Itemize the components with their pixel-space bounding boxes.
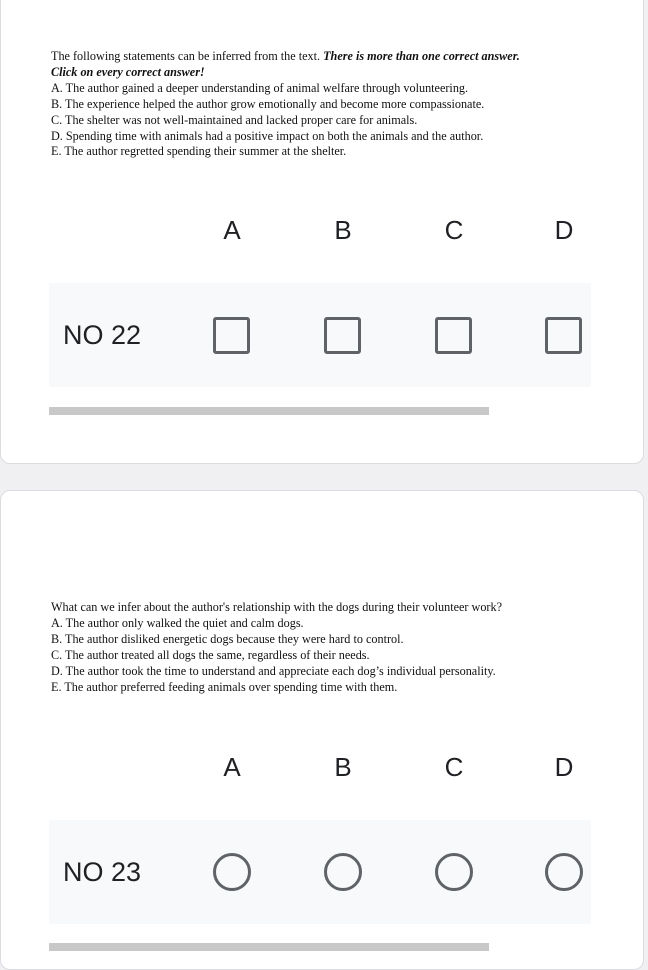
- column-header-b: B: [334, 752, 352, 782]
- grid-row-no23: [49, 820, 591, 924]
- column-header-d: D: [554, 752, 574, 782]
- question-lead-bold: Click on every correct answer!: [51, 64, 205, 79]
- option-c-text: C. The shelter was not well-maintained and lacked proper care for animals.: [51, 112, 418, 127]
- option-b-text: B. The experience helped the author grow emotionally and become more compassionate.: [51, 96, 485, 111]
- checkbox-d[interactable]: [545, 317, 582, 354]
- row-label: NO 22: [63, 320, 142, 350]
- grid-column-headers: [49, 215, 591, 245]
- option-d-text: D. Spending time with animals had a positive impact on both the animals and the author.: [51, 128, 484, 143]
- option-b-text: B. The author disliked energetic dogs because they were hard to control.: [51, 631, 404, 646]
- radio-a[interactable]: [213, 853, 251, 891]
- column-header-a: A: [223, 752, 241, 782]
- horizontal-scrollbar[interactable]: [49, 407, 489, 415]
- checkbox-c[interactable]: [435, 317, 472, 354]
- checkbox-a[interactable]: [213, 317, 250, 354]
- column-header-d: D: [554, 215, 574, 245]
- option-c-text: C. The author treated all dogs the same, regardless of their needs.: [51, 647, 370, 662]
- column-header-c: C: [444, 215, 464, 245]
- grid-column-headers: [49, 752, 591, 782]
- question-card-23: [0, 490, 644, 970]
- radio-c[interactable]: [435, 853, 473, 891]
- option-e-text: E. The author preferred feeding animals over spending time with them.: [51, 679, 398, 694]
- column-header-b: B: [334, 215, 352, 245]
- option-d-text: D. The author took the time to understand and appreciate each dog’s individual personality.: [51, 663, 496, 678]
- option-a-text: A. The author gained a deeper understanding of animal welfare through volunteering.: [51, 80, 469, 95]
- question-card-22: [0, 0, 644, 464]
- column-header-c: C: [444, 752, 464, 782]
- checkbox-b[interactable]: [324, 317, 361, 354]
- column-header-a: A: [223, 215, 241, 245]
- radio-d[interactable]: [545, 853, 583, 891]
- option-a-text: A. The author only walked the quiet and calm dogs.: [51, 615, 304, 630]
- grid-row-no22: [49, 283, 591, 387]
- question-image-23: [51, 600, 502, 695]
- horizontal-scrollbar[interactable]: [49, 943, 489, 951]
- question-lead-bold-first-line: There is more than one correct answer.: [323, 49, 520, 63]
- radio-b[interactable]: [324, 853, 362, 891]
- row-label: NO 23: [63, 857, 142, 887]
- question-lead: The following statements can be inferred from the text. There is more than one correct answer.: [51, 49, 520, 63]
- question-image-22: [51, 49, 520, 160]
- question-lead: What can we infer about the author's relationship with the dogs during their volunteer work?: [51, 600, 502, 614]
- option-e-text: E. The author regretted spending their summer at the shelter.: [51, 144, 347, 159]
